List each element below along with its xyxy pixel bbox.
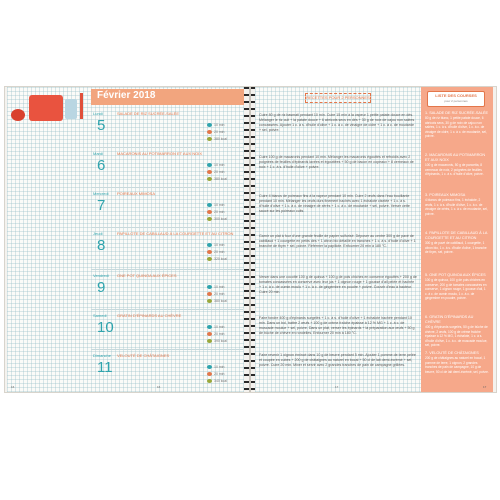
recipe-title: SALADE DE RIZ SUCRÉE-SALÉE [117, 111, 180, 116]
flame-icon [207, 137, 212, 141]
knife-icon [207, 203, 212, 207]
day-number: 6 [97, 157, 106, 174]
prep-time: 10 min [214, 324, 225, 329]
day-number: 7 [97, 197, 106, 214]
calories: 380 kcal [214, 298, 228, 303]
calories: 320 kcal [214, 256, 228, 261]
shopping-section-body: 400 g d'épinards surgelés, 50 g de bûche de chèvre, 2 œufs, 100 g de crème fraîche épaisse à 12 % MG, 1 échalote, 1 c. à s. d'huile d'olive, 1 c. à c. de muscade moulue, sel, poivre. [425, 325, 488, 347]
flame-icon [207, 257, 212, 261]
day-number: 10 [97, 319, 114, 336]
flame-icon [207, 177, 212, 181]
knife-icon [207, 365, 212, 369]
pot-icon [207, 130, 212, 134]
shopping-section [425, 231, 489, 255]
recipe-text: Verser dans une cocotte 100 g de quinoa + 100 g de pois chiches en conserve égouttés + 200 g de tomates concassées en conserve avec leur jus + 1 oignon rouge + 1 gousse d'ail pelée et hachée + 1 c. à c. de cumin moulu + 1 c. à c. de gingembre en poudre + poivre. Couvrir d'eau à hauteur. Cuire 20 min. [259, 275, 417, 294]
pen-icon [80, 93, 83, 119]
recipe-text: Faire fondre 400 g d'épinards surgelés + 1 c. à s. d'huile d'olive + 1 échalote hachée pendant 10 min. Dans un bol, battre 2 œufs + 100 g de crème fraîche épaisse à 12 % MG + 1 c. à c. de muscade moulue + sel, poivre. Dans un plat, verser les épinards + la préparation aux œufs + 50 g de bûche de chèvre en rondelles. Enfourner 20 min à 180 °C. [259, 316, 415, 335]
month-title: Février 2018 [97, 90, 156, 101]
shopping-section-body: 100 g de macaronis, 50 g de pancetta, 8 cerneaux de noix, 2 poignées de feuilles d'épinards, 1 c. à s. d'huile d'olive, poivre. [425, 163, 484, 176]
shopping-section-title: 7. VELOUTÉ DE CHÂTAIGNES [425, 351, 479, 355]
prep-time: 10 min [214, 202, 225, 207]
shopping-section [425, 193, 489, 216]
jar-icon [65, 99, 77, 119]
recipe-meta [207, 323, 243, 344]
cook-time: 20 min [214, 331, 225, 336]
calories: 390 kcal [214, 338, 228, 343]
recipe-title: ONE POT QUINOA AUX ÉPICES [117, 273, 177, 278]
shopping-section-body: 4 blancs de poireaux fins, 1 échalote, 2 œufs, 1 c. à s. d'huile d'olive, 1 c. à c. de vinaigre de xérès, 1 c. à c. de moutarde, sel, poivre. [425, 198, 488, 216]
day-name: Mardi [93, 151, 104, 156]
shopping-section [425, 351, 489, 374]
calories: 380 kcal [214, 176, 228, 181]
pot-icon [207, 250, 212, 254]
shopping-section-title: 3. POIREAUX MIMOSA [425, 193, 466, 197]
prep-time: 10 min [214, 364, 225, 369]
divider [91, 187, 243, 188]
recipe-text: Garnir un plat à four d'une grande feuille de papier sulfurisé. Déposer au centre 300 g de pavé de cabillaud + 1 courgette en petits dés + 1 citron bio détaillé en tranches + 1 c. à s. d'huile d'olive + 1 branche de thym + sel, poivre. Refermer la papillote. Enfourner 20 min à 180 °C. [259, 234, 416, 248]
day-number: 5 [97, 117, 106, 134]
recipe-text: Cuire 100 g de macaronis pendant 10 min. Mélanger les macaronis égouttés et refroidis avec 2 poignées de feuilles d'épinards lavées et égouttées + 50 g de bacon en copeaux + 8 cerneaux de noix + 1 c. à s. d'huile d'olive + poivre. [259, 155, 414, 169]
flame-icon [207, 379, 212, 383]
knife-icon [207, 163, 212, 167]
shopping-section [425, 111, 489, 139]
knife-icon [207, 325, 212, 329]
shopping-section-body: 200 g de châtaignes au naturel en bocal, 1 pomme de terre, 1 oignon, 2 grandes tranches de pain de campagne, 10 g de beurre, 50 cl de lait demi-écrémé, sel, poivre. [425, 356, 489, 374]
day-name: Dimanche [93, 353, 112, 358]
apron-icon [29, 95, 63, 121]
recipe-title: MACARONIS AU POTIMARRON ET AUX NOIX [117, 151, 203, 156]
shopping-section-title: 1. SALADE DE RIZ SUCRÉE-SALÉE [425, 111, 489, 115]
cook-time: 20 min [214, 371, 225, 376]
day-number: 8 [97, 237, 106, 254]
cook-time: 20 min [214, 249, 225, 254]
cook-time: 20 min [214, 129, 225, 134]
calories: 340 kcal [214, 378, 228, 383]
day-number: 9 [97, 279, 106, 296]
shopping-list-panel [421, 87, 493, 392]
cook-time: 20 min [214, 209, 225, 214]
recipe-text: Cuire 4 blancs de poireaux fins à la vapeur pendant 10 min. Cuire 2 œufs dans l'eau bouillante pendant 10 min. Mélanger les œufs durs finement hachés avec 1 échalote ciselée + 1 c. à s. d'huile d'olive + 1 c. à c. de vinaigre de xérès + 1 c. à c. de moutarde + sel, poivre. Verser cette sauce sur les poireaux cuits. [259, 194, 410, 213]
divider [91, 227, 243, 228]
pot-icon [207, 332, 212, 336]
calories: 380 kcal [214, 136, 228, 141]
left-page [7, 87, 245, 392]
shopping-subtitle-text: pour 2 personnes [444, 99, 468, 103]
page-number: 17 [335, 385, 339, 389]
page-number: 16 [157, 385, 161, 389]
prep-time: 10 min [214, 162, 225, 167]
knife-icon [207, 123, 212, 127]
calories: 300 kcal [214, 216, 228, 221]
day-name: Samedi [93, 313, 107, 318]
pot-icon [207, 210, 212, 214]
shopping-section-body: 100 g de quinoa, 100 g de pois chiches en conserve, 200 g de tomates concassées en conserve, 1 oignon rouge, 1 gousse d'ail, 1 c. à c. de cumin moulu, 1 c. à c. de gingembre en poudre, poivre. [425, 278, 487, 300]
recipe-meta [207, 363, 243, 384]
recipe-title: PAPILLOTE DE CABILLAUD À LA COURGETTE ET AU CITRON [117, 231, 234, 236]
divider [91, 309, 243, 310]
prep-time: 10 min [214, 242, 225, 247]
shopping-list-title [427, 91, 485, 107]
shopping-section [425, 315, 489, 348]
month-header [91, 89, 245, 105]
flame-icon [207, 217, 212, 221]
cook-time: 20 min [214, 169, 225, 174]
recipe-meta [207, 201, 243, 222]
recipe-title: GRATIN D'ÉPINARDS AU CHÈVRE [117, 313, 182, 318]
divider [91, 269, 243, 270]
pot-icon [207, 170, 212, 174]
recipe-title: VELOUTÉ DE CHÂTAIGNES [117, 353, 170, 358]
shopping-section [425, 273, 489, 301]
shopping-section-title: 5. ONE POT QUINOA AUX ÉPICES [425, 273, 486, 277]
divider [91, 147, 243, 148]
day-name: Vendredi [93, 273, 109, 278]
right-page [255, 87, 493, 392]
knife-icon [207, 285, 212, 289]
knife-icon [207, 243, 212, 247]
header-illustration [7, 87, 97, 127]
shopping-section-title: 4. PAPILLOTE DE CABILLAUD À LA COURGETTE ET AU CITRON [425, 231, 488, 240]
day-name: Jeudi [93, 231, 103, 236]
recipes-header-badge: RECETTES POUR 2 PERSONNES [305, 93, 371, 103]
shopping-section-body: 80 g de riz blanc, 1 petite patate douce, 6 abricots secs, 30 g de noix de cajou non salées, 1 c. à s. d'huile d'olive, 1 c. à c. de vinaigre de cidre, 1 c. à c. de moutarde, sel, poivre. [425, 116, 487, 138]
day-name: Mercredi [93, 191, 109, 196]
cook-time: 20 min [214, 291, 225, 296]
flame-icon [207, 339, 212, 343]
prep-time: 10 min [214, 122, 225, 127]
flame-icon [207, 299, 212, 303]
divider [91, 349, 243, 350]
shopping-section-title: 2. MACARONIS AU POTIMARRON ET AUX NOIX [425, 153, 486, 162]
recipe-text: Cuire 80 g de riz basmati pendant 10 min. Cuire 15 min à la vapeur 1 petite patate douce en dés. Mélanger le riz cuit + la patate douce + 6 abricots secs en dés + 30 g de noix de cajou non salées concassées. Ajouter 1 c. à s. d'huile d'olive + 1 c. à c. de vinaigre de cidre + 1 c. à c. de moutarde + sel, poivre. [259, 113, 415, 132]
recipe-meta [207, 241, 243, 262]
prep-time: 10 min [214, 284, 225, 289]
tomato-icon [11, 109, 25, 121]
pot-icon [207, 292, 212, 296]
shopping-section [425, 153, 489, 177]
day-number: 11 [97, 359, 113, 376]
page-number: 17 [483, 385, 487, 389]
pot-icon [207, 372, 212, 376]
day-name: Lundi [93, 111, 103, 116]
recipe-meta [207, 121, 243, 142]
planner-spread [4, 86, 497, 393]
page-number: 16 [11, 385, 15, 389]
shopping-section-title: 6. GRATIN D'ÉPINARDS AU CHÈVRE [425, 315, 474, 324]
recipe-text: Faire revenir 1 oignon émincé dans 10 g de beurre pendant 5 min. Ajouter 1 pomme de terre pelée et coupée en cubes + 200 g de châtaignes au naturel en bocal + 50 cl de lait demi-écrémé + sel, poivre. Cuire 20 min. Mixer et servir avec 2 grandes tranches de pain de campagne grillées. [259, 353, 416, 367]
recipe-title: POIREAUX MIMOSA [117, 191, 156, 196]
recipe-meta [207, 161, 243, 182]
shopping-title-text: LISTE DES COURSES [435, 93, 477, 98]
recipe-meta [207, 283, 243, 304]
shopping-section-body: 300 g de pavé de cabillaud, 1 courgette, 1 citron bio, 1 c. à s. d'huile d'olive, 1 branche de thym, sel, poivre. [425, 241, 487, 254]
